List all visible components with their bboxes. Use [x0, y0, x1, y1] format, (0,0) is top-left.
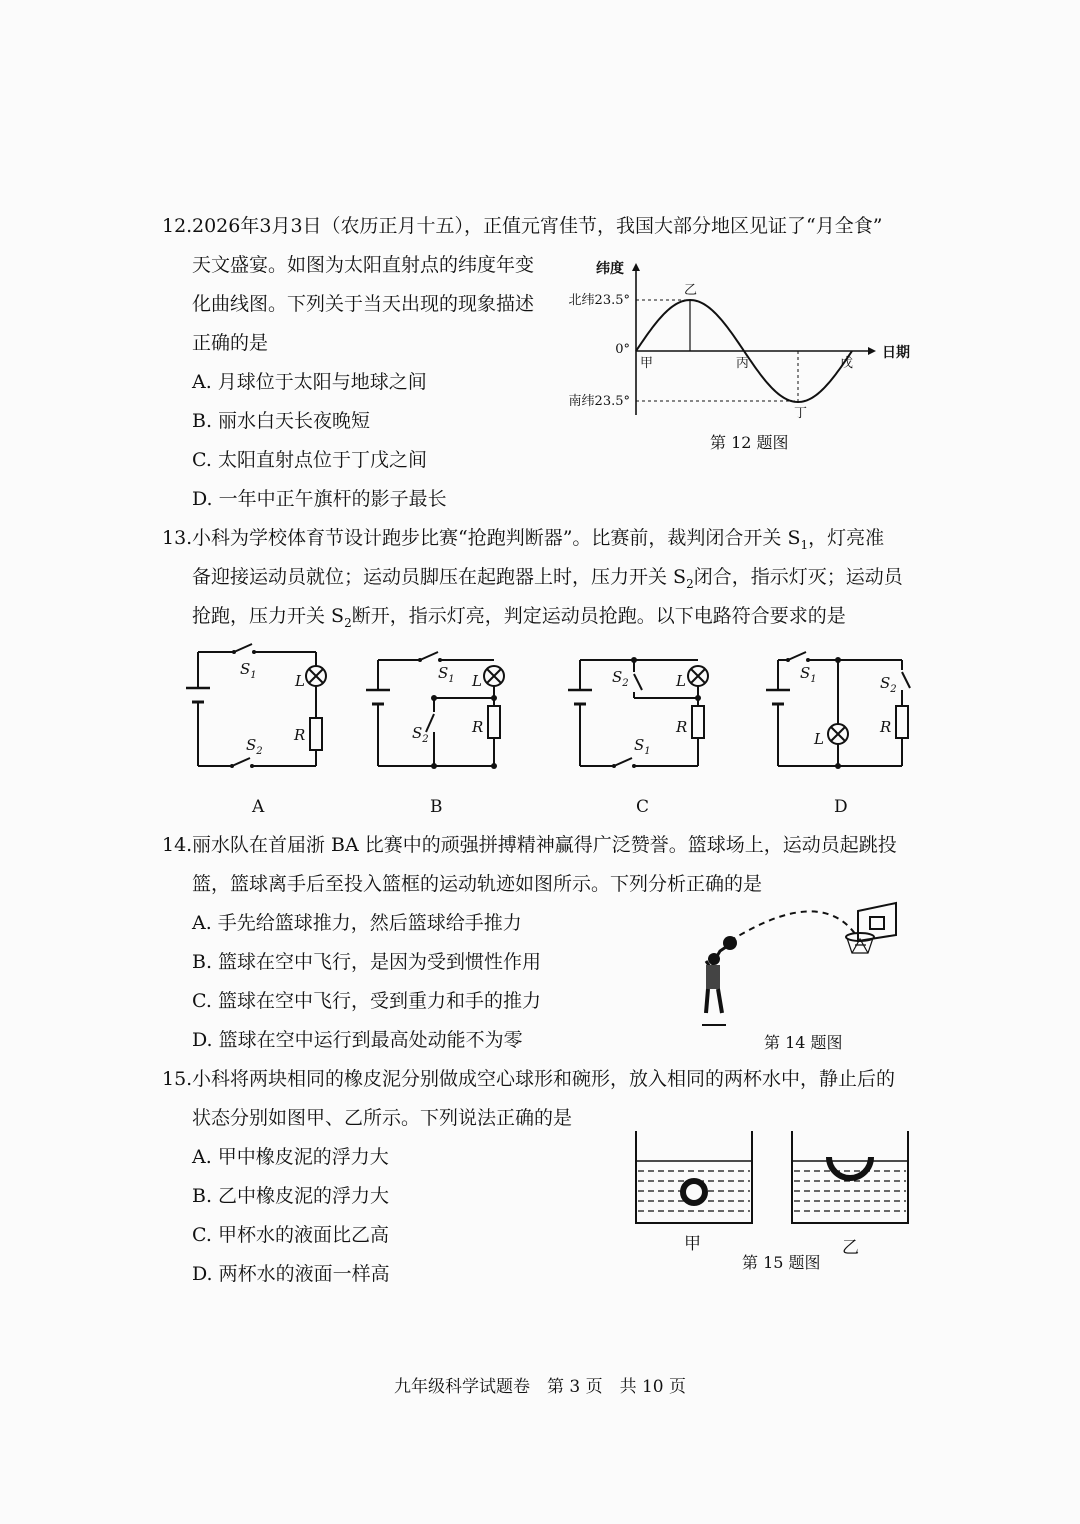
circuit-c-s1: $S_1$: [634, 736, 651, 757]
q13-line1-part1: 小科为学校体育节设计跑步比赛“抢跑判断器”。比赛前，裁判闭合开关 S: [192, 527, 801, 549]
q14-stem-line1: 丽水队在首届浙 BA 比赛中的顽强拼搏精神赢得广泛赞誉。篮球场上，运动员起跳投: [192, 834, 897, 856]
circuit-d[interactable]: [766, 652, 910, 766]
hoop-icon: [846, 903, 896, 953]
cup-jia: [636, 1131, 752, 1223]
q14-stem-line2: 篮，篮球离手后至投入篮框的运动轨迹如图所示。下列分析正确的是: [192, 873, 763, 895]
circuit-b-l: L: [472, 672, 482, 690]
q15-option-b[interactable]: B. 乙中橡皮泥的浮力大: [192, 1185, 390, 1207]
q14-number: 14.: [162, 834, 193, 856]
circuit-c-label: C: [636, 797, 650, 817]
q14-option-a[interactable]: A. 手先给篮球推力，然后篮球给手推力: [192, 912, 522, 934]
circuit-a-r: R: [294, 726, 306, 744]
cup-yi: [792, 1131, 908, 1223]
q12-stem-line1: 2026年3月3日（农历正月十五），正值元宵佳节，我国大部分地区见证了“月全食”: [192, 215, 883, 237]
q13-line2-part2: 闭合，指示灯灭；运动员: [693, 566, 903, 588]
circuit-c-s2: $S_2$: [612, 668, 629, 689]
q15-number: 15.: [162, 1068, 193, 1090]
circuit-b[interactable]: [366, 652, 504, 766]
circuit-a-l: L: [295, 672, 305, 690]
circuit-d-label: D: [834, 797, 848, 817]
q12-option-c[interactable]: C. 太阳直射点位于丁戊之间: [192, 449, 427, 471]
cup-jia-label: 甲: [684, 1234, 701, 1254]
q13-number: 13.: [162, 527, 193, 549]
q14-option-c[interactable]: C. 篮球在空中飞行，受到重力和手的推力: [192, 990, 541, 1012]
circuit-a-s2: $S_2$: [246, 736, 263, 757]
circuit-d-s1: $S_1$: [800, 664, 817, 685]
cup-yi-label: 乙: [842, 1238, 859, 1258]
x-axis-label: 日期: [882, 345, 910, 361]
q15-stem-line2: 状态分别如图甲、乙所示。下列说法正确的是: [192, 1107, 573, 1129]
circuit-diagrams: [170, 640, 930, 830]
q15-option-c[interactable]: C. 甲杯水的液面比乙高: [192, 1224, 389, 1246]
q12-stem-line2: 天文盛宴。如图为太阳直射点的纬度年变: [192, 254, 535, 276]
latitude-chart: [560, 255, 920, 425]
y-axis-label: 纬度: [596, 261, 624, 277]
q13-line3-sub: 2: [344, 615, 352, 630]
q15-option-a[interactable]: A. 甲中橡皮泥的浮力大: [192, 1146, 389, 1168]
y-tick-label: 南纬23.5°: [568, 394, 630, 409]
hollow-ball: [683, 1181, 705, 1203]
q13-stem-line2: [192, 565, 903, 596]
q13-line1-sub: 1: [800, 537, 809, 552]
circuit-a-label: A: [252, 797, 265, 817]
basketball-figure: [690, 895, 910, 1035]
q15-option-d[interactable]: D. 两杯水的液面一样高: [192, 1263, 390, 1285]
q13-line1-part2: ，灯亮准: [808, 527, 885, 549]
circuit-c-l: L: [676, 672, 686, 690]
q12-option-b[interactable]: B. 丽水白天长夜晚短: [192, 410, 371, 432]
q12-stem-line4: 正确的是: [192, 332, 269, 354]
q12-stem-line3: 化曲线图。下列关于当天出现的现象描述: [192, 293, 535, 315]
y-axis-arrow: [632, 263, 640, 271]
q13-line3-part1: 抢跑，压力开关 S: [192, 605, 345, 627]
q12-option-a[interactable]: A. 月球位于太阳与地球之间: [192, 371, 427, 393]
q13-stem-line3: [192, 604, 846, 635]
q12-figure-caption: 第 12 题图: [710, 433, 789, 452]
q13-stem-line1: [192, 526, 884, 557]
circuit-a-s1: $S_1$: [240, 660, 257, 681]
point-label: 乙: [684, 283, 698, 298]
circuit-b-s1: $S_1$: [438, 664, 455, 685]
y-tick-label: 北纬23.5°: [568, 293, 630, 308]
circuit-b-r: R: [472, 718, 484, 736]
x-axis-arrow: [868, 347, 876, 355]
y-tick-label: 0°: [615, 342, 630, 357]
circuit-c-r: R: [676, 718, 688, 736]
q15-figure-caption: 第 15 题图: [742, 1253, 821, 1272]
q13-line3-part2: 断开，指示灯亮，判定运动员抢跑。以下电路符合要求的是: [351, 605, 846, 627]
q12-number: 12.: [162, 215, 193, 237]
q13-line2-part1: 备迎接运动员就位；运动员脚压在起跑器上时，压力开关 S: [192, 566, 687, 588]
player-icon: [702, 936, 737, 1025]
point-label: 甲: [640, 356, 654, 371]
point-label: 丙: [736, 356, 750, 371]
q14-option-b[interactable]: B. 篮球在空中飞行，是因为受到惯性作用: [192, 951, 542, 973]
circuit-d-r: R: [880, 718, 892, 736]
q14-option-d[interactable]: D. 篮球在空中运行到最高处动能不为零: [192, 1029, 523, 1051]
circuit-d-l: L: [814, 730, 824, 748]
bowl-shape: [829, 1157, 871, 1178]
circuit-b-label: B: [430, 797, 443, 817]
ball-trajectory: [730, 911, 856, 941]
q12-option-d[interactable]: D. 一年中正午旗杆的影子最长: [192, 488, 447, 510]
water-cups-figure: [630, 1125, 915, 1260]
q14-figure-caption: 第 14 题图: [764, 1033, 843, 1052]
circuit-b-s2: $S_2$: [412, 724, 429, 745]
q13-line2-sub: 2: [686, 576, 694, 591]
point-label: 丁: [794, 406, 808, 421]
circuit-d-s2: $S_2$: [880, 674, 897, 695]
point-label: 戊: [840, 356, 854, 371]
page-footer: 九年级科学试题卷 第 3 页 共 10 页: [393, 1377, 687, 1397]
q15-stem-line1: 小科将两块相同的橡皮泥分别做成空心球形和碗形，放入相同的两杯水中，静止后的: [192, 1068, 896, 1090]
